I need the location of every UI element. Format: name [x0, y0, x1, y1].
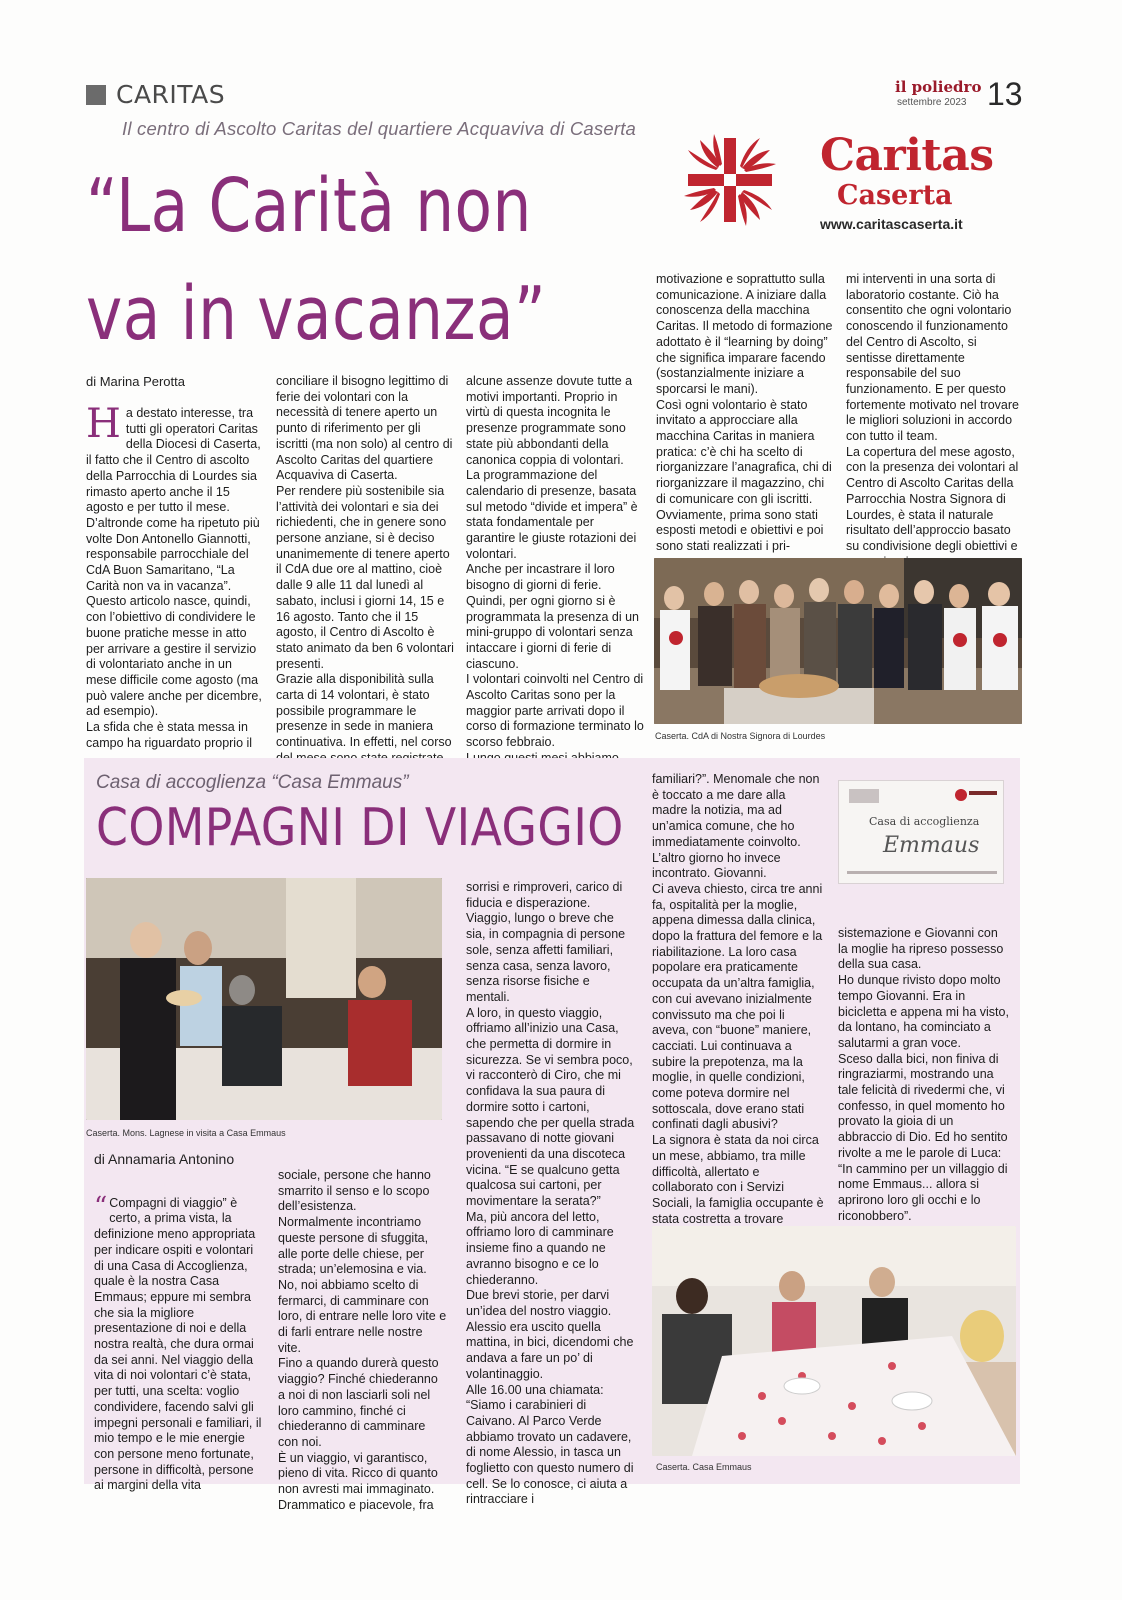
page-number: 13: [987, 76, 1023, 112]
article2-col1-text: Compagni di viaggio” è certo, a prima vista, la definizione meno appropriata per indicare ospiti e volontari di una Casa di Accoglienza, quale è la nostra Casa Emmaus; eppure mi sembra che sia la migliore presentazione di noi e della nostra realtà, che dura ormai da sei anni. Nel viaggio della vita di noi volontari c’è stata, per tutti, una scelta: voglio condividere, facendo salvi gli impegni personali e familiari, il mio tempo e le mie energie con persone meno fortunate, persone in difficoltà, persone ai margini della vita: [94, 1195, 262, 1493]
masthead: [895, 78, 1035, 114]
logo-city: Caserta: [837, 180, 953, 211]
article2-byline: di Annamaria Antonino: [94, 1151, 235, 1167]
sign-line-1: Casa di accoglienza: [869, 815, 980, 828]
article2-column-5: sistemazione e Giovanni con la moglie ha ripreso possesso della sua casa. Ho dunque rivisto dopo molto tempo Giovanni. Era in bicicletta e appena mi ha visto, da lontano, ha cominciato a salutarmi a gran voce. Sceso dalla bici, non finiva di ringraziarmi, mostrando una tale felicità di rivedermi che, vi confesso, in quel momento ho provato la gioia di un abbraccio di Dio. Ed ho sentito rivolte a me le parole di Luca: “In cammino per un villaggio di nome Emmaus... allora si aprirono loro gli occhi e lo riconobbero”.: [838, 926, 1009, 1223]
open-quote: “: [94, 1191, 108, 1222]
article2-photo1-caption: Caserta. Mons. Lagnese in visita a Casa Emmaus: [86, 1128, 286, 1138]
section-tag: [86, 80, 225, 109]
article1-headline: [86, 152, 620, 368]
article2-column-4: familiari?”. Menomale che non è toccato a me dare alla madre la notizia, ma ad un’amica comune, che ho immediatamente coinvolto. L’altro giorno ho invece incontrato. Giovanni. Ci aveva chiesto, circa tre anni fa, ospitalità per la moglie, appena dimessa dalla clinica, dopo la frattura del femore e la riabilitazione. La loro casa popolare era praticamente occupata da un’altra famiglia, con cui avevano inizialmente convissuto ma che poi li aveva, con “buone” maniere, cacciati. Lui continuava a subire la prepotenza, ma la moglie, in quelle condizioni, come poteva dormire nel sottoscala, dove erano stati confinati dagli abusivi? La signora è stata da noi circa un mese, abbiamo, tra mille difficoltà, allertato e collaborato con i Servizi Sociali, la famiglia occupante è stata costretta a trovare: [652, 772, 824, 1226]
caritas-logo: [680, 128, 1000, 240]
section-square-icon: [86, 85, 106, 105]
article1-col1-text: a destato interesse, tra tutti gli operatori Caritas della Diocesi di Caserta, il fatto che il Centro di ascolto della Parrocchia di Lourdes sia rimasto aperto anche il 15 agosto e per tutto il mese. D’altronde come ha ripetuto più volte Don Antonello Giannotti, responsabile parrocchiale del CdA Buon Samaritano, “La Carità non va in vacanza”. Questo articolo nasce, quindi, con l’obiettivo di condividere le buone pratiche messe in atto per arrivare a gestire il servizio di volontariato anche in un mese difficile come agosto (ma può valere anche per dicembre, ad esempio). La sfida che è stata messa in campo ha riguardato proprio il: [86, 406, 262, 750]
headline-line-2: va in vacanza”: [86, 271, 547, 358]
article1-column-2: conciliare il bisogno legittimo di ferie dei volontari con la necessità di tenere aperto un punto di riferimento per gli iscritti (ma non solo) al centro di Ascolto Caritas del quartiere Acquaviva di Caserta. Per rendere più sostenibile sia l’attività dei volontari e sia dei richiedenti, che in genere sono persone anziane, si è deciso unanimemente di tenere aperto il CdA due ore al mattino, cioè dalle 9 alle 11 dal lunedì al sabato, inclusi i giorni 14, 15 e 16 agosto. Tanto che il 15 agosto, il Centro di Ascolto è stato animato da ben 6 volontari presenti. Grazie alla disponibilità sulla carta di 14 volontari, è stato possibile programmare le presenze in sede in maniera continuativa. In effetti, nel corso: [276, 374, 454, 750]
logo-url[interactable]: www.caritascaserta.it: [820, 216, 963, 232]
section-label: CARITAS: [116, 80, 226, 109]
article2-column-3: sorrisi e rimproveri, carico di fiducia e disperazione. Viaggio, lungo o breve che sia, in compagnia di persone sole, senza affetti familiari, senza casa, senza lavoro, senza risorse fisiche e mentali. A loro, in questo viaggio, offriamo all’inizio una Casa, che permetta di dormire in sicurezza. Se vi sembra poco, vi racconterò di Ciro, che mi confidava la sua paura di dormire sotto i cartoni, sapendo che per quella strada passavano di notte giovani provenienti da una discoteca vicina. “E se qualcuno getta qualcosa sui cartoni, per movimentare la serata?” Ma, più ancora del letto, offriamo loro di camminare insieme fino a quando ne avranno bisogno e ce lo chiederanno. Due brevi storie, per darvi un’idea del nostro viaggio. Alessio era uscito quella mattina, in bici, dicendomi che andava a fare un po’ di volantinaggio. Alle 16.00 una chiamata: “Siamo i carabinieri di Caivano. Al Parco Verde abbiamo trovato un cadavere, di nome Alessio, in tasca un foglietto con questo numero di cell. Se lo conosce, ci aiuta a rintracciare i: [466, 880, 635, 1507]
article2-column-2: sociale, persone che hanno smarrito il senso e lo scopo dell’esistenza. Normalmente incontriamo queste persone di sfuggita, alle porte delle chiese, per strada; un’elemosina e via. No, noi abbiamo scelto di fermarci, di camminare con loro, di entrare nelle loro vite e di farli entrare nelle nostre vite. Fino a quando durerà questo viaggio? Finché chiederanno a noi di non lasciarli soli nel loro cammino, finché ci chiederanno di camminare con noi. È un viaggio, vi garantisco, pieno di vita. Ricco di quanto non avresti mai immaginato. Drammatico e piacevole, fra: [278, 1168, 447, 1512]
masthead-name: il poliedro: [895, 78, 982, 96]
article1-column-4: motivazione e soprattutto sulla comunicazione. A iniziare dalla conoscenza della macchina Caritas. Il metodo di formazione adottato è il “learning by doing” che significa imparare facendo (sostanzialmente iniziare a sporcarsi le mani). Così ogni volontario è stato invitato a approcciare alla macchina Caritas in maniera pratica: c’è chi ha scelto di riorganizzare l’anagrafica, chi di riorganizzare il magazzino, chi di comunicare con gli iscritti. Ovviamente, prima sono stati esposti metodi e obiettivi e poi sono stati realizzati i pri-: [656, 272, 833, 553]
sign-line-2: Emmaus: [883, 833, 980, 858]
casa-emmaus-dinner-photo: [652, 1226, 1016, 1456]
masthead-date: settembre 2023: [897, 97, 967, 108]
article1-kicker: Il centro di Ascolto Caritas del quartiere Acquaviva di Caserta: [122, 118, 637, 139]
article1-byline: di Marina Perotta: [86, 374, 185, 389]
logo-word: Caritas: [820, 130, 994, 181]
article1-column-3: alcune assenze dovute tutte a motivi importanti. Proprio in virtù di questa incognita le presenze programmate sono state più abbondanti della canonica coppia di volontari. La programmazione del calendario di presenze, basata sul metodo “divide et impera” è stata fondamentale per garantire le giuste rotazioni dei volontari. Anche per incastrare il loro bisogno di giorni di ferie. Quindi, per ogni giorno si è programmata la presenza di un mini-gruppo di volontari senza intaccare i giorni di ferie di ciascuno. I volontari coinvolti nel Centro di Ascolto Caritas sono per la maggior parte arrivati dopo il corso di formazione terminato lo scorso febbraio.: [466, 374, 644, 750]
dropcap: H: [86, 401, 121, 447]
caritas-flame-cross-icon: [680, 130, 780, 230]
article1-column-5: mi interventi in una sorta di laboratorio costante. Ciò ha consentito che ogni volontario conoscendo il funzionamento del Centro di Ascolto, si sentisse direttamente responsabile del suo funzionamento. E per questo fortemente motivato nel trovare le migliori soluzioni in accordo con tutto il team. La copertura del mese agosto, con la presenza dei volontari al Centro di Ascolto Caritas della Parrocchia Nostra Signora di Lourdes, è stata il naturale risultato dell’approccio basato su condivisione degli obiettivi e: [846, 272, 1019, 553]
article2-headline: COMPAGNI DI VIAGGIO: [96, 798, 624, 858]
headline-line-1: “La Carità non: [86, 163, 532, 249]
article2-kicker: Casa di accoglienza “Casa Emmaus”: [96, 772, 409, 793]
volunteers-group-photo: [654, 558, 1022, 724]
bishop-visit-photo: [86, 878, 442, 1120]
article1-column-1: [86, 401, 264, 751]
casa-emmaus-sign-photo: [838, 780, 1004, 884]
article1-photo-caption: Caserta. CdA di Nostra Signora di Lourdes: [655, 731, 826, 741]
article2-photo2-caption: Caserta. Casa Emmaus: [656, 1462, 752, 1472]
article2-column-1: [94, 1180, 264, 1494]
